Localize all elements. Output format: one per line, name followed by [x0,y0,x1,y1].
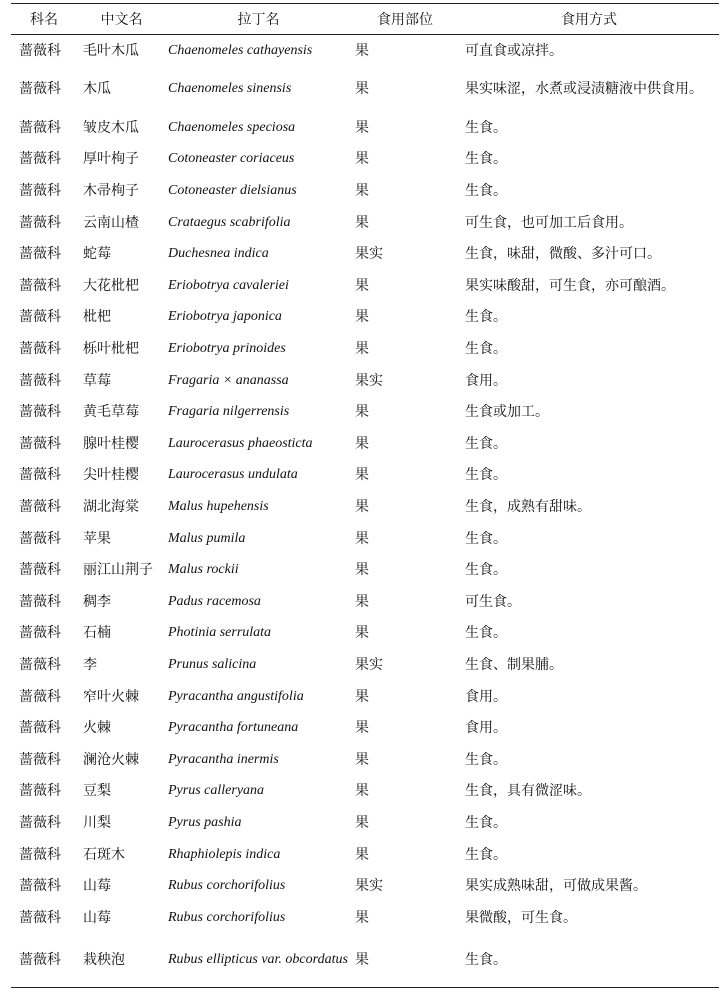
cell-usage: 生食。 [465,751,507,768]
cell-chinese-name: 豆梨 [83,783,111,800]
table-row [11,238,719,270]
cell-edible-part: 果 [355,151,369,168]
cell-chinese-name: 稠李 [83,593,111,610]
cell-family: 蔷薇科 [19,593,61,610]
cell-usage: 食用。 [465,372,507,389]
table-row [11,175,719,207]
cell-chinese-name: 皱皮木瓜 [83,119,139,136]
cell-latin-name: Chaenomeles sinensis [168,81,292,97]
cell-chinese-name: 石斑木 [83,846,125,863]
cell-latin-name: Fragaria nilgerrensis [168,404,290,420]
cell-family: 蔷薇科 [19,404,61,421]
header-row [11,4,719,35]
table-row [11,365,719,397]
cell-chinese-name: 黄毛草莓 [83,404,139,421]
cell-family: 蔷薇科 [19,909,61,926]
cell-edible-part: 果 [355,277,369,294]
cell-family: 蔷薇科 [19,878,61,895]
cell-latin-name: Cotoneaster dielsianus [168,183,297,199]
cell-edible-part: 果 [355,183,369,200]
cell-latin-name: Pyrus pashia [168,814,242,830]
cell-family: 蔷薇科 [19,246,61,263]
table-row [11,66,719,112]
cell-usage: 生食，成熟有甜味。 [465,499,591,516]
cell-latin-name: Malus pumila [168,530,246,546]
cell-chinese-name: 川梨 [83,814,111,831]
cell-usage: 生食。 [465,183,507,200]
table-row [11,491,719,523]
cell-latin-name: Pyracantha inermis [168,751,279,767]
cell-usage: 生食或加工。 [465,404,549,421]
table-header [11,4,719,35]
cell-family: 蔷薇科 [19,435,61,452]
cell-usage: 生食。 [465,562,507,579]
cell-usage: 果微酸，可生食。 [465,909,577,926]
table-row [11,902,719,934]
cell-edible-part: 果 [355,909,369,926]
cell-chinese-name: 草莓 [83,372,111,389]
cell-usage: 食用。 [465,720,507,737]
table-row [11,649,719,681]
table-row [11,523,719,555]
cell-edible-part: 果 [355,341,369,358]
cell-family: 蔷薇科 [19,530,61,547]
cell-edible-part: 果实 [355,372,383,389]
cell-usage: 生食。 [465,530,507,547]
table-row [11,302,719,334]
cell-chinese-name: 丽江山荆子 [83,562,153,579]
cell-edible-part: 果 [355,625,369,642]
cell-edible-part: 果实 [355,246,383,263]
header-family: 科名 [11,4,77,35]
header-latin-name: 拉丁名 [166,4,351,35]
cell-chinese-name: 苹果 [83,530,111,547]
cell-chinese-name: 栎叶枇杷 [83,341,139,358]
cell-edible-part: 果 [355,751,369,768]
cell-usage: 生食。 [459,934,719,988]
cell-chinese-name: 澜沧火棘 [83,751,139,768]
cell-edible-part: 果 [355,720,369,737]
cell-chinese-name: 厚叶栒子 [83,151,139,168]
cell-edible-part: 果 [351,934,459,988]
cell-usage: 生食、制果脯。 [465,656,563,673]
cell-latin-name: Pyrus calleryana [168,783,265,799]
cell-edible-part: 果 [355,814,369,831]
table-row [11,333,719,365]
cell-family: 蔷薇科 [19,562,61,579]
cell-family: 蔷薇科 [19,688,61,705]
table-row [11,934,719,988]
cell-latin-name: Eriobotrya prinoides [168,341,286,357]
cell-family: 蔷薇科 [19,42,61,59]
cell-latin-name: Padus racemosa [168,593,261,609]
cell-latin-name: Pyracantha fortuneana [168,720,299,736]
cell-usage: 生食。 [465,814,507,831]
cell-usage: 生食。 [465,151,507,168]
cell-latin-name: Laurocerasus undulata [168,467,298,483]
table-row [11,460,719,492]
cell-family: 蔷薇科 [19,309,61,326]
cell-edible-part: 果 [355,42,369,59]
cell-usage: 果实味涩，水煮或浸渍糖液中供食用。 [465,81,703,98]
table-row [11,618,719,650]
cell-latin-name: Malus hupehensis [168,499,269,515]
table-row [11,112,719,144]
cell-chinese-name: 石楠 [83,625,111,642]
cell-edible-part: 果 [355,593,369,610]
cell-usage: 果实味酸甜，可生食，亦可酿酒。 [465,277,675,294]
table-row [11,586,719,618]
cell-chinese-name: 毛叶木瓜 [83,42,139,59]
cell-edible-part: 果 [355,530,369,547]
cell-usage: 食用。 [465,688,507,705]
cell-edible-part: 果 [355,404,369,421]
cell-usage: 生食。 [465,625,507,642]
table-row [11,870,719,902]
cell-usage: 可生食。 [465,593,521,610]
cell-usage: 生食。 [465,435,507,452]
cell-latin-name: Crataegus scabrifolia [168,214,291,230]
header-usage: 食用方式 [459,4,719,35]
header-chinese-name: 中文名 [77,4,166,35]
cell-family: 蔷薇科 [19,846,61,863]
cell-latin-name: Malus rockii [168,562,239,578]
cell-family: 蔷薇科 [19,277,61,294]
cell-chinese-name: 尖叶桂樱 [83,467,139,484]
cell-latin-name: Cotoneaster coriaceus [168,151,295,167]
cell-latin-name: Rhaphiolepis indica [168,846,281,862]
cell-chinese-name: 山莓 [83,909,111,926]
cell-latin-name: Rubus corchorifolius [168,878,286,894]
cell-latin-name: Rubus ellipticus var. obcordatus [166,934,351,988]
table-body [11,35,719,988]
table-row [11,839,719,871]
cell-chinese-name: 枇杷 [83,309,111,326]
cell-family: 蔷薇科 [19,720,61,737]
table-row [11,396,719,428]
cell-usage: 生食，具有微涩味。 [465,783,591,800]
cell-family: 蔷薇科 [19,214,61,231]
cell-latin-name: Chaenomeles cathayensis [168,42,313,58]
cell-family: 蔷薇科 [19,151,61,168]
cell-latin-name: Fragaria × ananassa [168,372,289,388]
cell-family: 蔷薇科 [19,467,61,484]
cell-edible-part: 果实 [355,656,383,673]
cell-chinese-name: 木帚栒子 [83,183,139,200]
table-row [11,681,719,713]
cell-chinese-name: 云南山楂 [83,214,139,231]
cell-usage: 可直食或凉拌。 [465,42,563,59]
table-row [11,807,719,839]
cell-edible-part: 果 [355,467,369,484]
table-row [11,428,719,460]
cell-family: 蔷薇科 [19,81,61,98]
cell-usage: 果实成熟味甜，可做成果酱。 [465,878,647,895]
header-edible-part: 食用部位 [351,4,459,35]
table-row [11,144,719,176]
cell-chinese-name: 窄叶火棘 [83,688,139,705]
cell-family: 蔷薇科 [19,499,61,516]
cell-chinese-name: 木瓜 [83,81,111,98]
cell-family: 蔷薇科 [19,814,61,831]
cell-latin-name: Prunus salicina [168,656,257,672]
cell-chinese-name: 腺叶桂樱 [83,435,139,452]
cell-latin-name: Pyracantha angustifolia [168,688,304,704]
cell-family: 蔷薇科 [19,751,61,768]
cell-latin-name: Photinia serrulata [168,625,272,641]
cell-usage: 生食。 [465,467,507,484]
table-row [11,270,719,302]
cell-family: 蔷薇科 [19,183,61,200]
cell-edible-part: 果实 [355,878,383,895]
edible-plants-table [11,3,719,988]
cell-chinese-name: 湖北海棠 [83,499,139,516]
cell-chinese-name: 蛇莓 [83,246,111,263]
cell-edible-part: 果 [355,214,369,231]
cell-latin-name: Duchesnea indica [168,246,269,262]
cell-chinese-name: 栽秧泡 [77,934,166,988]
cell-chinese-name: 大花枇杷 [83,277,139,294]
cell-edible-part: 果 [355,562,369,579]
cell-family: 蔷薇科 [11,934,77,988]
cell-family: 蔷薇科 [19,625,61,642]
cell-usage: 生食。 [465,846,507,863]
table-row [11,776,719,808]
cell-edible-part: 果 [355,435,369,452]
cell-usage: 生食。 [465,309,507,326]
cell-chinese-name: 山莓 [83,878,111,895]
table-row [11,744,719,776]
cell-usage: 生食，味甜，微酸、多汁可口。 [465,246,661,263]
cell-latin-name: Chaenomeles speciosa [168,119,296,135]
cell-chinese-name: 李 [83,656,97,673]
table-row [11,207,719,239]
cell-edible-part: 果 [355,81,369,98]
cell-edible-part: 果 [355,688,369,705]
cell-chinese-name: 火棘 [83,720,111,737]
cell-usage: 生食。 [465,341,507,358]
cell-edible-part: 果 [355,846,369,863]
cell-family: 蔷薇科 [19,656,61,673]
cell-edible-part: 果 [355,783,369,800]
table-row [11,712,719,744]
cell-edible-part: 果 [355,119,369,136]
cell-latin-name: Rubus corchorifolius [168,909,286,925]
cell-edible-part: 果 [355,309,369,326]
cell-family: 蔷薇科 [19,341,61,358]
cell-family: 蔷薇科 [19,783,61,800]
cell-latin-name: Eriobotrya japonica [168,309,282,325]
cell-edible-part: 果 [355,499,369,516]
cell-family: 蔷薇科 [19,119,61,136]
cell-usage: 可生食，也可加工后食用。 [465,214,633,231]
cell-latin-name: Laurocerasus phaeosticta [168,435,313,451]
cell-usage: 生食。 [465,119,507,136]
table-row [11,554,719,586]
table-row [11,35,719,67]
cell-family: 蔷薇科 [19,372,61,389]
cell-latin-name: Eriobotrya cavaleriei [168,277,289,293]
